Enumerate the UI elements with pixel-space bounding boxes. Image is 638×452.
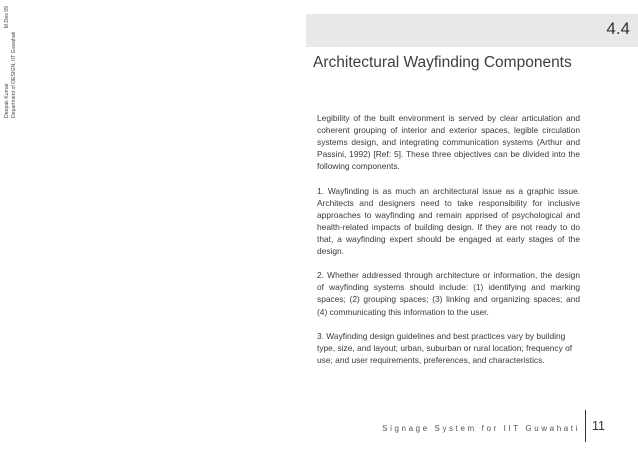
section-tab — [306, 14, 638, 47]
paragraph-intro: Legibility of the built environment is served by clear articulation and coherent grouping of interior and exterior spaces, legible circulation systems design, and integrating communication systems (Arthur and Passini, 1992) [Ref: 5]. These three objectives can be divided into the following components. — [317, 113, 580, 172]
body-text — [317, 112, 580, 378]
author-name: Deepak Kumar — [4, 83, 10, 118]
paragraph-component-2: 2. Whether addressed through architecture or information, the design of wayfinding systems should include: (1) identifying and marking spaces; (2) grouping spaces; (3) linking and organizing spaces; and (4) communicating this information to the user. — [317, 270, 580, 317]
page-number: 11 — [592, 419, 605, 433]
side-credit-rotated — [4, 6, 17, 118]
paragraph-component-3: 3. Wayfinding design guidelines and best practices vary by building type, size, and layout; urban, suburban or rural location; frequency of use; and user requirements, preferences, and characteristics. — [317, 330, 573, 365]
footer-divider — [585, 410, 586, 442]
department-name: Department of DESIGN, IIT Guwahati — [10, 31, 17, 118]
paragraph-component-1: 1. Wayfinding is as much an architectural issue as a graphic issue. Architects and designers need to take responsibility for inclusive approaches to wayfinding and remain apprised of psychological and health-related impacts of building design. If they are not ready to do that, a wayfinding expert should be engaged at early stages of the design. — [317, 185, 580, 257]
page-title: Architectural Wayfinding Components — [313, 54, 572, 71]
side-credit — [4, 6, 18, 118]
footer-title: Signage System for IIT Guwahati — [382, 424, 580, 433]
section-number: 4.4 — [606, 19, 630, 38]
program-code: M.Des 09 — [4, 6, 10, 29]
